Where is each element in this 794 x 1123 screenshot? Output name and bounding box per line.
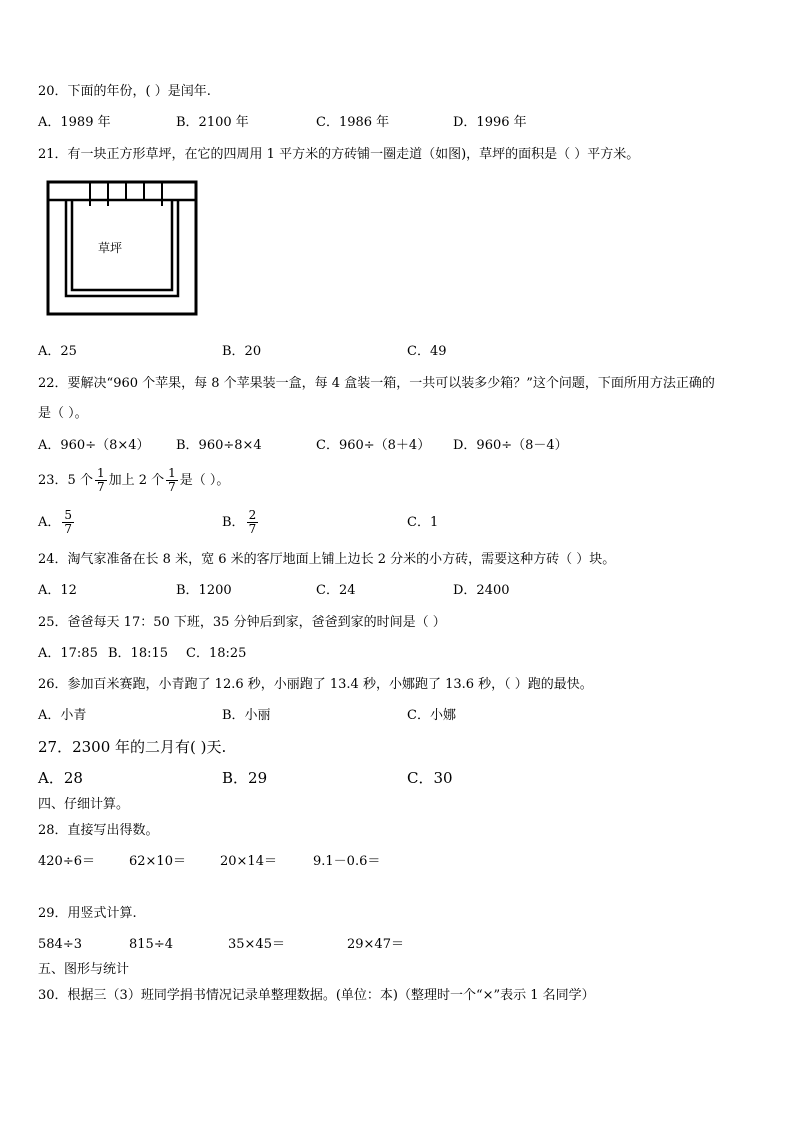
q29-stem: 29．用竖式计算. xyxy=(38,906,137,921)
q25-option-c: C．18:25 xyxy=(186,646,247,661)
q28-item-1: 420÷6＝ xyxy=(38,854,95,869)
q26-stem: 26．参加百米赛跑，小青跑了 12.6 秒，小丽跑了 13.4 秒，小娜跑了 13.6 秒，（ ）跑的最快。 xyxy=(38,677,593,692)
q23-option-c: C．1 xyxy=(407,515,439,530)
q23-option-a xyxy=(38,504,76,542)
q29-item-1: 584÷3 xyxy=(38,937,82,952)
q23-option-b xyxy=(222,504,260,542)
q20-option-c: C．1986 年 xyxy=(316,115,390,130)
q23-fraction-1 xyxy=(95,467,107,494)
section-4-heading: 四、仔细计算。 xyxy=(38,797,130,812)
q23-option-b-label: B． xyxy=(222,515,245,530)
q28-item-3: 20×14＝ xyxy=(220,854,277,869)
q26-option-c: C．小娜 xyxy=(407,708,456,723)
q23-option-a-numerator: 5 xyxy=(64,508,73,522)
q22-stem-line2: 是（ ）。 xyxy=(38,406,88,421)
q23-option-a-fraction xyxy=(62,509,74,536)
q23-option-b-fraction xyxy=(247,509,259,536)
q30-stem: 30．根据三（3）班同学捐书情况记录单整理数据。(单位：本)（整理时一个“×”表示 1 名同学） xyxy=(38,988,595,1003)
q29-item-2: 815÷4 xyxy=(129,937,173,952)
q21-stem: 21．有一块正方形草坪，在它的四周用 1 平方米的方砖铺一圈走道（如图)，草坪的面积是（ ）平方米。 xyxy=(38,147,640,162)
q27-stem: 27．2300 年的二月有( )天. xyxy=(38,738,227,756)
q22-option-d: D．960÷（8－4） xyxy=(453,438,568,453)
q23-stem xyxy=(38,462,229,500)
q28-item-4: 9.1－0.6＝ xyxy=(313,854,381,869)
lawn-diagram xyxy=(46,180,198,316)
q24-stem: 24．淘气家准备在长 8 米，宽 6 米的客厅地面上铺上边长 2 分米的小方砖，需要这种方砖（ ）块。 xyxy=(38,552,616,567)
q26-option-b: B．小丽 xyxy=(222,708,271,723)
q22-option-a: A．960÷（8×4） xyxy=(38,438,150,453)
q26-option-a: A．小青 xyxy=(38,708,87,723)
q23-fraction-1-numerator: 1 xyxy=(96,466,105,480)
q20-stem: 20．下面的年份，( ）是闰年. xyxy=(38,84,211,99)
q20-option-b: B．2100 年 xyxy=(176,115,249,130)
q23-fraction-2-denominator: 7 xyxy=(168,480,176,494)
q25-option-b: B．18:15 xyxy=(108,646,169,661)
q20-option-a: A．1989 年 xyxy=(38,115,111,130)
q23-prefix: 23．5 个 xyxy=(38,473,93,488)
q23-option-b-denominator: 7 xyxy=(248,522,257,536)
q24-option-d: D．2400 xyxy=(453,583,510,598)
q22-option-b: B．960÷8×4 xyxy=(176,438,262,453)
q21-option-a: A．25 xyxy=(38,344,77,359)
lawn-figure xyxy=(46,180,198,320)
q27-option-b: B．29 xyxy=(222,769,268,787)
q27-option-c: C．30 xyxy=(407,769,453,787)
q24-option-c: C．24 xyxy=(316,583,356,598)
q28-stem: 28．直接写出得数。 xyxy=(38,823,159,838)
q29-item-3: 35×45＝ xyxy=(228,937,285,952)
q23-fraction-1-denominator: 7 xyxy=(96,480,105,494)
q22-stem-line1: 22．要解决“960 个苹果，每 8 个苹果装一盒，每 4 盒装一箱，一共可以装多少箱？”这个问题，下面所用方法正确的 xyxy=(38,376,715,391)
q23-fraction-2 xyxy=(166,467,178,494)
q25-option-a: A．17:85 xyxy=(38,646,98,661)
q24-option-b: B．1200 xyxy=(176,583,232,598)
section-5-heading: 五、图形与统计 xyxy=(38,962,130,977)
q21-option-b: B．20 xyxy=(222,344,262,359)
q23-option-b-numerator: 2 xyxy=(248,508,257,522)
q22-option-c: C．960÷（8＋4） xyxy=(316,438,431,453)
q25-stem: 25．爸爸每天 17：50 下班，35 分钟后到家，爸爸到家的时间是（ ） xyxy=(38,615,446,630)
q23-option-a-label: A． xyxy=(38,515,61,530)
q20-option-d: D．1996 年 xyxy=(453,115,527,130)
q29-item-4: 29×47＝ xyxy=(347,937,404,952)
q23-suffix: 是（ ）。 xyxy=(179,473,230,488)
q24-option-a: A．12 xyxy=(38,583,77,598)
q27-option-a: A．28 xyxy=(38,769,83,787)
lawn-label: 草坪 xyxy=(98,241,123,255)
q23-option-a-denominator: 7 xyxy=(64,522,73,536)
q28-item-2: 62×10＝ xyxy=(129,854,186,869)
q21-option-c: C．49 xyxy=(407,344,447,359)
q23-middle: 加上 2 个 xyxy=(108,473,165,488)
q23-fraction-2-numerator: 1 xyxy=(168,466,176,480)
